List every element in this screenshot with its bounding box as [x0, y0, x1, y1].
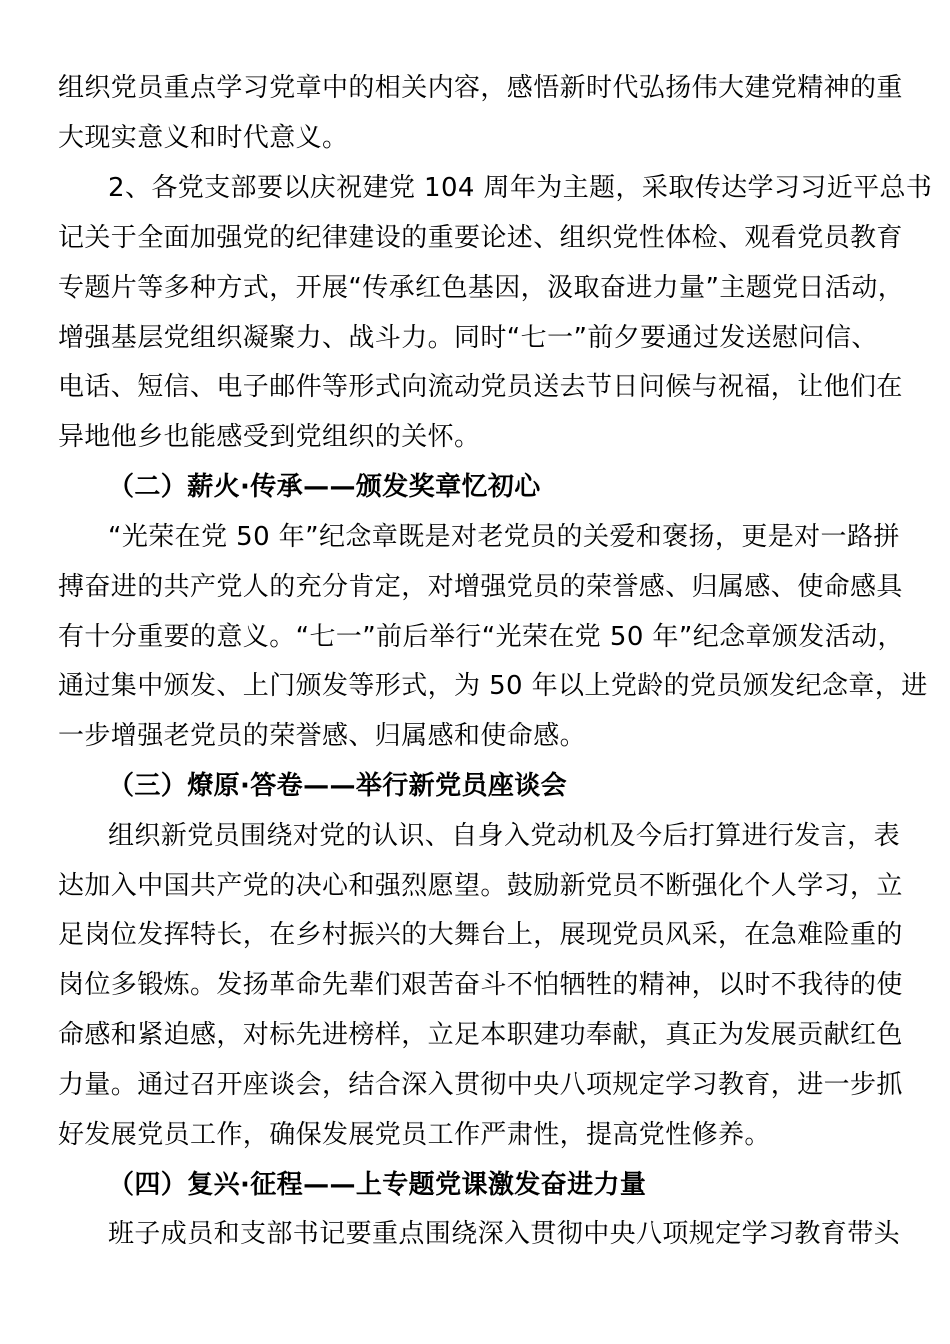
paragraph-line: 电话、短信、电子邮件等形式向流动党员送去节日问候与祝福，让他们在	[58, 372, 903, 402]
paragraph-line: 增强基层党组织凝聚力、战斗力。同时“七一”前夕要通过发送慰问信、	[58, 323, 878, 353]
paragraph-line: 命感和紧迫感，对标先进榜样，立足本职建功奉献，真正为发展贡献红色	[58, 1020, 903, 1050]
paragraph-line: 足岗位发挥特长，在乡村振兴的大舞台上，展现党员风采，在急难险重的	[58, 920, 903, 950]
section-heading: （三）燎原·答卷——举行新党员座谈会	[108, 771, 568, 801]
section-heading: （二）薪火·传承——颁发奖章忆初心	[108, 472, 541, 502]
paragraph-line: 异地他乡也能感受到党组织的关怀。	[58, 422, 481, 452]
paragraph-line: 2、各党支部要以庆祝建党 104 周年为主题，采取传达学习习近平总书	[108, 173, 933, 203]
paragraph-line: 达加入中国共产党的决心和强烈愿望。鼓励新党员不断强化个人学习，立	[58, 871, 903, 901]
paragraph-line: “光荣在党 50 年”纪念章既是对老党员的关爱和褒扬，更是对一路拼	[108, 522, 900, 552]
paragraph-line: 记关于全面加强党的纪律建设的重要论述、组织党性体检、观看党员教育	[58, 223, 903, 253]
paragraph-line: 通过集中颁发、上门颁发等形式，为 50 年以上党龄的党员颁发纪念章，进	[58, 671, 928, 701]
paragraph-line: 专题片等多种方式，开展“传承红色基因，汲取奋进力量”主题党日活动，	[58, 273, 905, 303]
paragraph-line: 一步增强老党员的荣誉感、归属感和使命感。	[58, 721, 587, 751]
paragraph-line: 岗位多锻炼。发扬革命先辈们艰苦奋斗不怕牺牲的精神，以时不我待的使	[58, 970, 903, 1000]
paragraph-line: 力量。通过召开座谈会，结合深入贯彻中央八项规定学习教育，进一步抓	[58, 1070, 903, 1100]
paragraph-line: 有十分重要的意义。“七一”前后举行“光荣在党 50 年”纪念章颁发活动，	[58, 622, 904, 652]
paragraph-line: 大现实意义和时代意义。	[58, 123, 349, 153]
paragraph-line: 搏奋进的共产党人的充分肯定，对增强党员的荣誉感、归属感、使命感具	[58, 572, 903, 602]
paragraph-line: 组织新党员围绕对党的认识、自身入党动机及今后打算进行发言，表	[108, 821, 901, 851]
section-heading: （四）复兴·征程——上专题党课激发奋进力量	[108, 1170, 647, 1200]
paragraph-line: 班子成员和支部书记要重点围绕深入贯彻中央八项规定学习教育带头	[108, 1219, 901, 1249]
paragraph-line: 好发展党员工作，确保发展党员工作严肃性，提高党性修养。	[58, 1120, 771, 1150]
paragraph-line: 组织党员重点学习党章中的相关内容，感悟新时代弘扬伟大建党精神的重	[58, 73, 903, 103]
